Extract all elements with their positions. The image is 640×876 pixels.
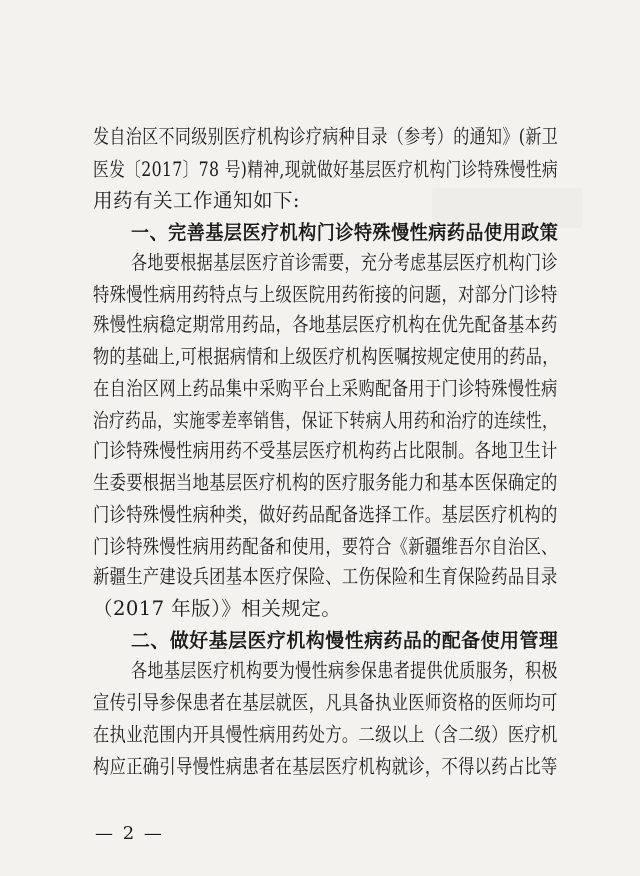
body-line: （2017 年版）》相关规定。 (93, 597, 342, 620)
body-line: 在执业范围内开具慢性病用药处方。二级以上（含二级）医疗机 (93, 723, 558, 746)
body-line: 特殊慢性病用药特点与上级医院用药衔接的问题，对部分门诊特 (93, 283, 558, 306)
body-line: 发自治区不同级别医疗机构诊疗病种目录（参考）的通知》(新卫 (93, 125, 559, 148)
body-line: 生委要根据当地基层医疗机构的医疗服务能力和基本医保确定的 (93, 471, 558, 494)
body-line: 治疗药品，实施零差率销售，保证下转病人用药和治疗的连续性， (93, 409, 559, 432)
section-heading-2: 二、做好基层医疗机构慢性病药品的配备使用管理 (131, 629, 559, 652)
body-line: 物的基础上,可根据病情和上级医疗机构医嘱按规定使用的药品， (93, 345, 559, 368)
body-line: 门诊特殊慢性病用药配备和使用，要符合《新疆维吾尔自治区、 (93, 535, 558, 558)
body-line: 门诊特殊慢性病用药不受基层医疗机构药占比限制。各地卫生计 (93, 439, 558, 462)
body-line: 殊慢性病稳定期常用药品，各地基层医疗机构在优先配备基本药 (93, 313, 558, 336)
body-line: 各地基层医疗机构要为慢性病参保患者提供优质服务，积极 (131, 659, 558, 682)
body-line: 各地要根据基层医疗首诊需要，充分考虑基层医疗机构门诊 (131, 251, 558, 274)
body-line: 医发〔2017〕78 号)精神,现就做好基层医疗机构门诊特殊慢性病 (93, 158, 559, 181)
body-line: 构应正确引导慢性病患者在基层医疗机构就诊，不得以药占比等 (93, 755, 558, 778)
body-line: 用药有关工作通知如下: (93, 189, 300, 212)
body-line: 在自治区网上药品集中采购平台上采购配备用于门诊特殊慢性病 (93, 377, 558, 400)
body-line: 新疆生产建设兵团基本医疗保险、工伤保险和生育保险药品目录 (93, 565, 558, 588)
page-number: — 2 — (95, 823, 164, 844)
body-line: 宣传引导参保患者在基层就医，凡具备执业医师资格的医师均可 (93, 691, 558, 714)
body-line: 门诊特殊慢性病种类，做好药品配备选择工作。基层医疗机构的 (93, 503, 558, 526)
section-heading-1: 一、完善基层医疗机构门诊特殊慢性病药品使用政策 (131, 221, 559, 244)
